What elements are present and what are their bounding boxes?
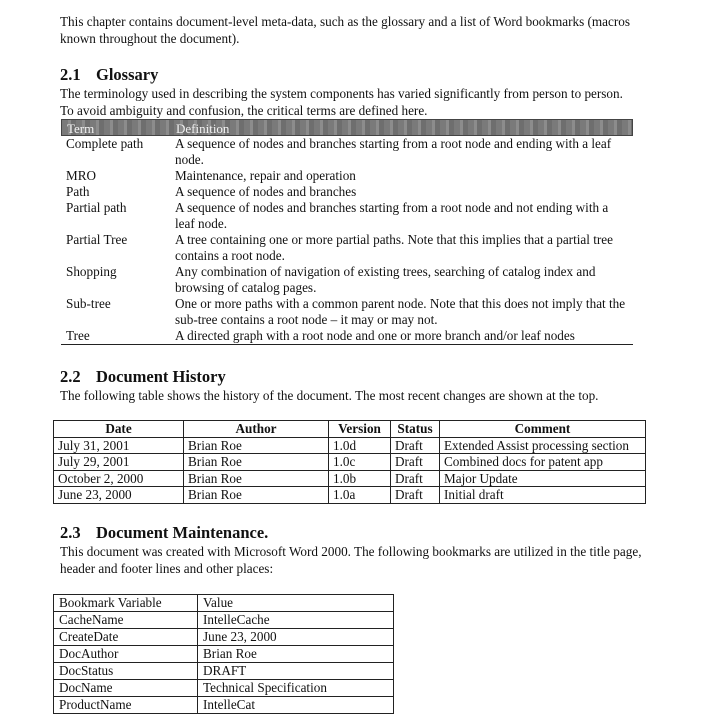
history-cell-version: 1.0c — [329, 454, 391, 471]
glossary-term: Complete path — [66, 136, 144, 151]
history-row — [54, 470, 646, 487]
history-cell-author: Brian Roe — [184, 470, 329, 487]
chapter-heading-cut-off — [60, 0, 65, 9]
history-header-author: Author — [184, 421, 329, 438]
history-header-date: Date — [54, 421, 184, 438]
history-heading — [60, 367, 226, 387]
history-cell-status: Draft — [391, 454, 440, 471]
history-header-comment: Comment — [440, 421, 646, 438]
glossary-row — [61, 136, 633, 168]
history-rows — [54, 437, 646, 503]
glossary-intro: The terminology used in describing the system components has varied significantly from person to person. To avoid ambiguity and confusion, the critical terms are defined here. — [60, 86, 623, 118]
history-cell-comment: Extended Assist processing section — [440, 437, 646, 454]
bookmark-cell-variable: CreateDate — [54, 629, 198, 646]
history-cell-comment: Initial draft — [440, 487, 646, 504]
glossary-definition: A sequence of nodes and branches starting from a root node and ending with a leaf node. — [175, 136, 612, 167]
history-header-status: Status — [391, 421, 440, 438]
history-cell-comment: Combined docs for patent app — [440, 454, 646, 471]
glossary-definition: A tree containing one or more partial paths. Note that this implies that a partial tree contains a root node. — [175, 232, 613, 263]
history-row — [54, 437, 646, 454]
glossary-title: Glossary — [96, 65, 159, 84]
history-cell-author: Brian Roe — [184, 487, 329, 504]
glossary-definition: Any combination of navigation of existing trees, searching of catalog index and browsing of catalog pages. — [175, 264, 596, 295]
bookmark-cell-value: June 23, 2000 — [198, 629, 394, 646]
glossary-row — [61, 168, 633, 184]
history-cell-date: July 29, 2001 — [54, 454, 184, 471]
bookmark-row — [54, 646, 394, 663]
glossary-number: 2.1 — [60, 65, 81, 84]
history-cell-date: October 2, 2000 — [54, 470, 184, 487]
glossary-header-term: Term — [67, 121, 95, 136]
glossary-heading — [60, 65, 158, 85]
glossary-row — [61, 328, 633, 344]
bookmark-cell-value: IntelleCat — [198, 697, 394, 714]
bookmark-table — [53, 594, 394, 714]
glossary-term: MRO — [66, 168, 97, 183]
maintenance-title: Document Maintenance. — [96, 523, 269, 542]
glossary-term: Path — [66, 184, 90, 199]
history-cell-version: 1.0d — [329, 437, 391, 454]
history-cell-date: July 31, 2001 — [54, 437, 184, 454]
glossary-definition: One or more paths with a common parent node. Note that this does not imply that the sub-tree contains a root node – it may or may not. — [175, 296, 626, 327]
history-number: 2.2 — [60, 367, 81, 386]
chapter-intro: This chapter contains document-level meta-data, such as the glossary and a list of Word bookmarks (macros known throughout the document). — [60, 14, 630, 46]
history-cell-status: Draft — [391, 470, 440, 487]
history-cell-version: 1.0b — [329, 470, 391, 487]
bookmark-cell-variable: DocName — [54, 680, 198, 697]
history-cell-comment: Major Update — [440, 470, 646, 487]
bookmark-cell-value: IntelleCache — [198, 612, 394, 629]
history-cell-author: Brian Roe — [184, 454, 329, 471]
bookmark-cell-value: Technical Specification — [198, 680, 394, 697]
bookmark-cell-value: Brian Roe — [198, 646, 394, 663]
bookmark-rows — [54, 612, 394, 714]
history-row — [54, 487, 646, 504]
bookmark-cell-variable: ProductName — [54, 697, 198, 714]
bookmark-cell-variable: DocStatus — [54, 663, 198, 680]
bookmark-row — [54, 629, 394, 646]
glossary-term: Partial Tree — [66, 232, 128, 247]
history-row — [54, 454, 646, 471]
bookmark-row — [54, 680, 394, 697]
bookmark-row — [54, 612, 394, 629]
glossary-definition: A sequence of nodes and branches — [175, 184, 357, 199]
glossary-definition: Maintenance, repair and operation — [175, 168, 356, 183]
bookmark-header-value: Value — [198, 595, 394, 612]
history-cell-date: June 23, 2000 — [54, 487, 184, 504]
glossary-definition: A sequence of nodes and branches starting from a root node and not ending with a leaf node. — [175, 200, 609, 231]
maintenance-number: 2.3 — [60, 523, 81, 542]
glossary-term: Sub-tree — [66, 296, 111, 311]
glossary-header-definition: Definition — [176, 121, 230, 136]
glossary-table — [61, 119, 633, 345]
bookmark-header-variable: Bookmark Variable — [54, 595, 198, 612]
glossary-term: Partial path — [66, 200, 127, 215]
glossary-bottom-rule — [61, 344, 633, 345]
glossary-row — [61, 296, 633, 328]
history-header-row — [54, 421, 646, 438]
bookmark-cell-value: DRAFT — [198, 663, 394, 680]
glossary-rows — [61, 136, 633, 344]
glossary-row — [61, 232, 633, 264]
history-title: Document History — [96, 367, 226, 386]
bookmark-header-row — [54, 595, 394, 612]
history-cell-author: Brian Roe — [184, 437, 329, 454]
history-cell-status: Draft — [391, 437, 440, 454]
history-table — [53, 420, 646, 504]
glossary-term: Tree — [66, 328, 90, 343]
glossary-definition: A directed graph with a root node and one or more branch and/or leaf nodes — [175, 328, 575, 343]
maintenance-heading — [60, 523, 268, 543]
glossary-row — [61, 264, 633, 296]
maintenance-intro: This document was created with Microsoft Word 2000. The following bookmarks are utilized in the title page, header and footer lines and other places: — [60, 544, 642, 576]
glossary-header-row — [61, 119, 633, 136]
history-cell-status: Draft — [391, 487, 440, 504]
glossary-row — [61, 184, 633, 200]
history-intro: The following table shows the history of the document. The most recent changes are shown at the top. — [60, 388, 599, 403]
glossary-term: Shopping — [66, 264, 117, 279]
bookmark-row — [54, 663, 394, 680]
bookmark-cell-variable: DocAuthor — [54, 646, 198, 663]
bookmark-row — [54, 697, 394, 714]
glossary-row — [61, 200, 633, 232]
history-header-version: Version — [329, 421, 391, 438]
bookmark-cell-variable: CacheName — [54, 612, 198, 629]
history-cell-version: 1.0a — [329, 487, 391, 504]
